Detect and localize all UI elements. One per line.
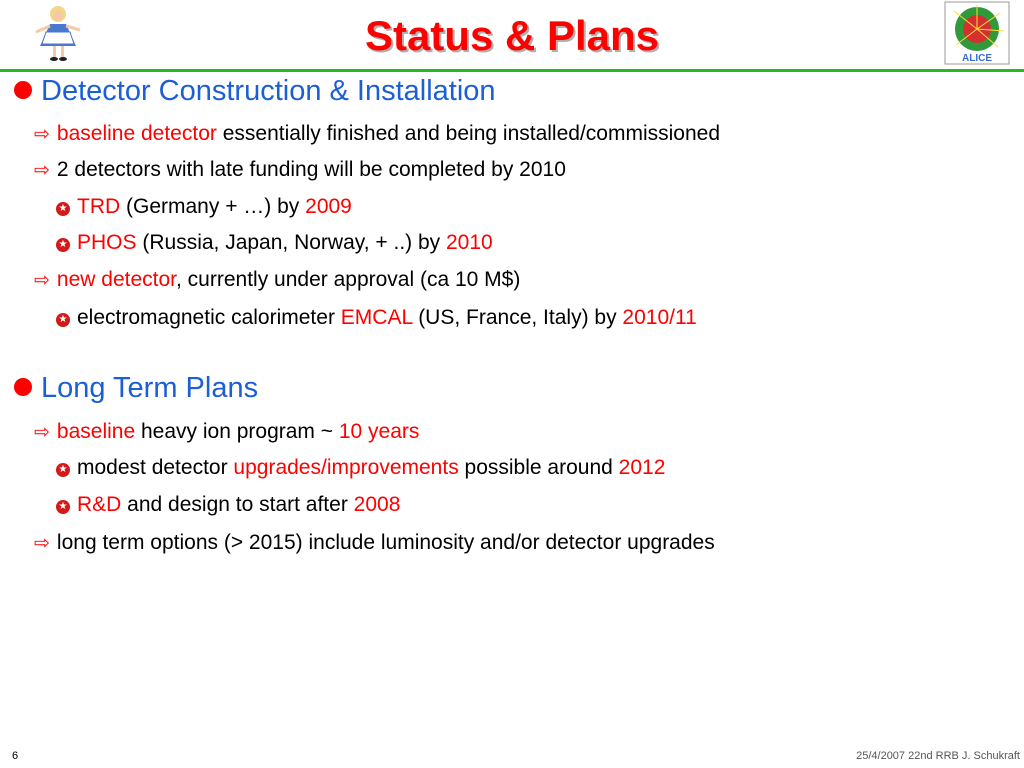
sub-bullet-phos: ★ PHOS (Russia, Japan, Norway, + ..) by 2010 [56,231,493,255]
sub-bullet-emcal: ★ electromagnetic calorimeter EMCAL (US, France, Italy) by 2010/11 [56,306,697,330]
arrow-bullet-icon: ⇨ [34,422,50,443]
section-heading-long-term: Long Term Plans [14,372,258,405]
bullet-late-funding: ⇨ 2 detectors with late funding will be completed by 2010 [34,158,566,181]
bullet-baseline-program: ⇨ baseline heavy ion program ~ 10 years [34,420,420,443]
section-heading-construction: Detector Construction & Installation [14,75,496,108]
alice-logo-text: ALICE [962,53,992,64]
footer-note: 25/4/2007 22nd RRB J. Schukraft [856,750,1020,762]
slide-number: 6 [12,750,19,762]
arrow-bullet-icon: ⇨ [34,160,50,181]
star-bullet-icon: ★ [56,313,70,327]
arrow-bullet-icon: ⇨ [34,270,50,291]
star-bullet-icon: ★ [56,463,70,477]
page-title: Status & Plans [364,12,660,59]
star-bullet-icon: ★ [56,238,70,252]
star-bullet-icon: ★ [56,500,70,514]
arrow-bullet-icon: ⇨ [34,124,50,145]
bullet-new-detector: ⇨ new detector, currently under approval (ca 10 M$) [34,268,521,291]
round-bullet-icon [14,81,32,99]
sub-bullet-trd: ★ TRD (Germany + …) by 2009 [56,195,352,219]
title-divider [0,69,1024,72]
alice-logo-icon [944,1,1010,65]
arrow-bullet-icon: ⇨ [34,533,50,554]
round-bullet-icon [14,378,32,396]
star-bullet-icon: ★ [56,202,70,216]
bullet-baseline-detector: ⇨ baseline detector essentially finished and being installed/commissioned [34,122,720,145]
sub-bullet-rnd: ★ R&D and design to start after 2008 [56,493,400,517]
bullet-long-term-options: ⇨ long term options (> 2015) include luminosity and/or detector upgrades [34,531,715,554]
sub-bullet-upgrades: ★ modest detector upgrades/improvements possible around 2012 [56,456,665,480]
